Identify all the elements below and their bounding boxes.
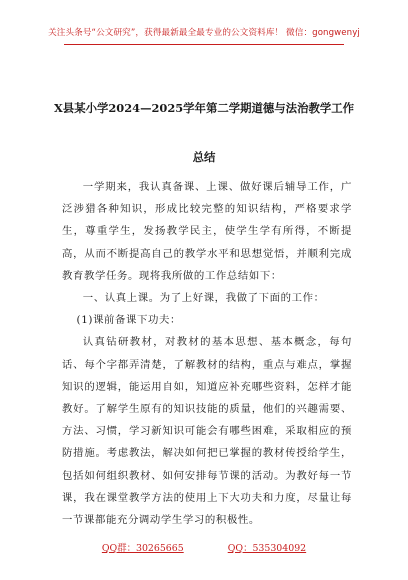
body-paragraph-intro: 一学期来，我认真备课、上课、做好课后辅导工作，广泛涉猎各种知识，形成比较完整的知识结构，严格要求学生，尊重学生，发扬教学民主，使学生学有所得，不断提高，从而不断提高自己的教学水平和思想觉悟，并顺利完成教育教学任务。现将我所做的工作总结如下：	[62, 181, 352, 282]
document-title-continued: 总结	[192, 150, 216, 164]
header-wechat-id: gongwenyj	[312, 28, 360, 38]
document-title: X县某小学2024—2025学年第二学期道德与法治教学工作	[53, 101, 355, 115]
footer-contact	[0, 540, 408, 554]
body-paragraph-content: 认真钻研教材，对教材的基本思想、基本概念，每句话、每个字都弄清楚，了解教材的结构，重点与难点，掌握知识的逻辑，能运用自如，知道应补充哪些资料，怎样才能教好。了解学生原有的知识技能的质量，他们的兴趣需要、方法、习惯，学习新知识可能会有哪些困难，采取相应的预防措施。考虑教法，解决如何把已掌握的教材传授给学生，包括如何组织教材、如何安排每节课的活动。为教好每一节课，我在课堂教学方法的使用上下大功夫和力度，尽量让每一节课都能充分调动学生学习的积极性。	[62, 336, 352, 527]
footer-qq-number: QQ：535304092	[227, 543, 307, 554]
body-paragraph-section-heading: 一、认真上课。为了上好课，我做了下面的工作：	[82, 292, 325, 305]
document-body	[62, 176, 352, 531]
header-divider	[64, 44, 344, 45]
body-paragraph-subheading: (1)课前备课下功夫：	[76, 314, 181, 327]
header-banner	[0, 26, 408, 38]
footer-qq-group: QQ群：30265665	[101, 543, 184, 554]
header-banner-text: 关注头条号“公文研究”，获得最新最全最专业的公文资料库！ 微信：	[48, 28, 313, 38]
